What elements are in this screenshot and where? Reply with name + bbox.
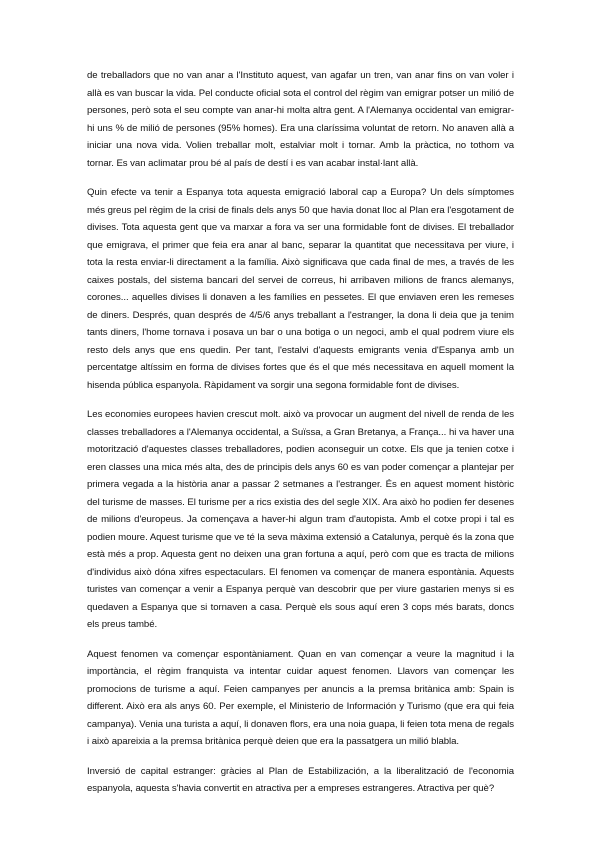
paragraph-foreign-currency: Quin efecte va tenir a Espanya tota aquesta emigració laboral cap a Europa? Un dels símptomes més greus pel règim de la crisi de finals dels anys 50 que havia donat lloc al Plan era l'esgotament de divises. Tota aquesta gent que va marxar a fora va ser una formidable font de divises. El treballador que emigrava, el primer que feia era anar al banc, separar la quantitat que necessitava per viure, i tota la resta enviar-li directament a la família. Això significava que cada final de mes, a través de les caixes postals, del sistema bancari del servei de correus, hi arribaven milions de francs alemanys, corones... aquelles divises li donaven a les famílies en pessetes. El que enviaven eren les remeses de diners. Després, quan després de 4/5/6 anys treballant a l'estranger, la dona li deia que ja tenim tants diners, l'home tornava i posava un bar o una botiga o un negoci, amb el qual podrem viure els resto dels anys que ens quedin. Per tant, l'estalvi d'aquests emigrants venia d'Espanya amb un percentatge altíssim en forma de divises fortes que és el que més necessitava en aquell moment la hisenda pública espanyola. Ràpidament va sorgir una segona formidable font de divises.	[87, 187, 514, 391]
paragraph-foreign-investment: Inversió de capital estranger: gràcies al Plan de Estabilización, a la liberalització de l'economia espanyola, aquesta s'havia convertit en atractiva per a empreses estrangeres. Atractiva per què?	[87, 765, 514, 794]
paragraph-mass-tourism: Les economies europees havien crescut molt. això va provocar un augment del nivell de renda de les classes treballadores a l'Alemanya occidental, a Suïssa, a Gran Bretanya, a França... hi va haver una motorització d'aquestes classes treballadores, podien aconseguir un cotxe. Els que ja tenien cotxe i eren classes una mica més alta, des de principis dels anys 60 es van poder començar a plantejar per primera vegada a la història anar a passar 2 setmanes a l'estranger. És en aquest moment històric del turisme de masses. El turisme per a rics existia des del segle XIX. Ara això ho podien fer desenes de milions d'europeus. Ja començava a haver-hi algun tram d'autopista. Amb el cotxe propi i tal es podien moure. Aquest turisme que ve té la seva màxima extensió a Catalunya, perquè és la zona que està més a prop. Aquesta gent no deixen una gran fortuna a aquí, però com que es tracta de milions d'individus això dóna xifres espectaculars. El fenomen va començar de manera espontània. Aquests turistes van començar a venir a Espanya perquè van descobrir que per viure gastarien menys si es quedaven a Espanya que si tornaven a casa. Perquè els sous aquí eren 3 cops més barats, doncs els preus també.	[87, 409, 514, 630]
paragraph-tourism-promotion: Aquest fenomen va començar espontàniament. Quan en van començar a veure la magnitud i la importància, el règim franquista va intentar cuidar aquest fenomen. Llavors van començar les promocions de turisme a aquí. Feien campanyes per anuncis a la premsa britànica amb: Spain is different. Això era als anys 60. Per exemple, el Ministerio de Información y Turismo (que era qui feia campanya). Venia una turista a aquí, li donaven flors, era una noia guapa, li feien tota mena de regals i això apareixia a la premsa britànica perquè deien que era la passatgera un milió blabla.	[87, 648, 514, 747]
document-body	[87, 67, 514, 810]
paragraph-emigration-return: de treballadors que no van anar a l'Instituto aquest, van agafar un tren, van anar fins on van voler i allà es van buscar la vida. Pel conducte oficial sota el control del règim van emigrar potser un milió de persones, però sota el seu compte van anar-hi molta altra gent. A l'Alemanya occidental van emigrar-hi uns % de milió de persones (95% homes). Era una claríssima voluntat de retorn. No anaven allà a iniciar una nova vida. Volien treballar molt, estalviar molt i tornar. Amb la pràctica, no tothom va tornar. Es van aclimatar prou bé al país de destí i es van acabar instal·lant allà.	[87, 70, 514, 169]
